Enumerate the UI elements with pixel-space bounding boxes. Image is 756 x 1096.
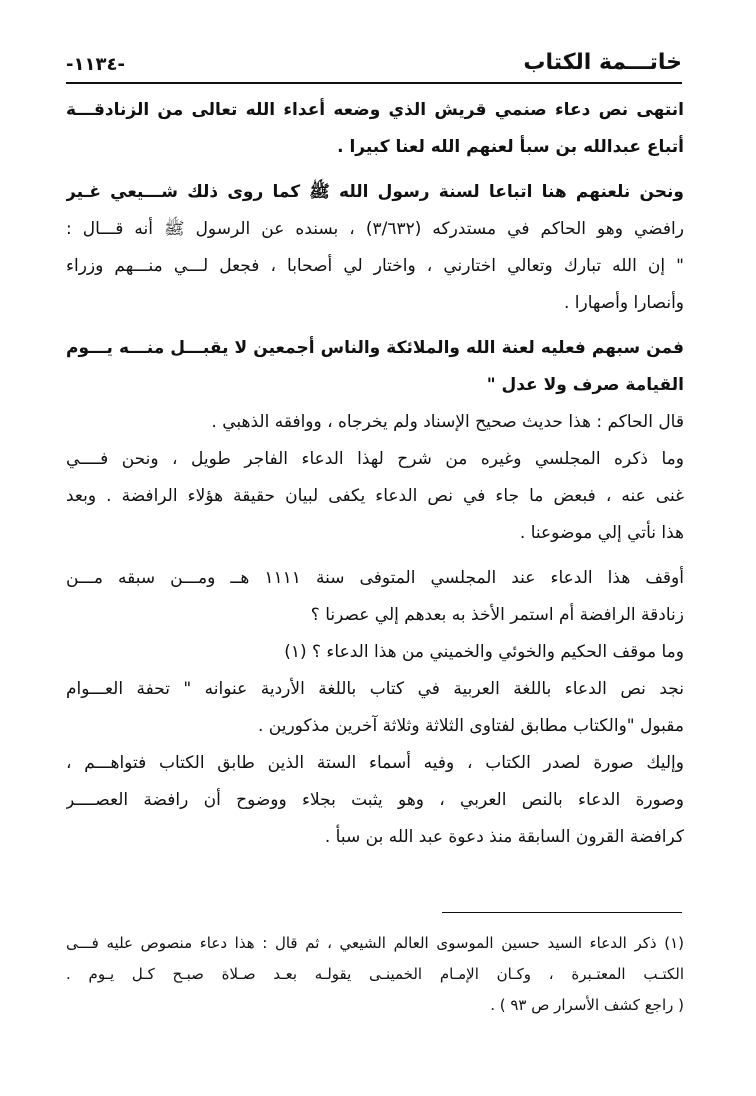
text-line: ونحن نلعنهم هنا اتباعا لسنة رسول الله ﷺ كما روى ذلك شـــيعي غـير [66, 182, 684, 202]
text-line: وأنصارا وأصهارا . [563, 293, 684, 313]
paragraph-gap [66, 552, 684, 560]
text-line: رافضي وهو الحاكم في مستدركه (٣/٦٣٢) ، بسنده عن الرسول ﷺ أنه قـــال : [66, 219, 684, 239]
text-line: وصورة الدعاء بالنص العربي ، وهو يثبت بجلاء ووضوح أن رافضة العصــــر [66, 790, 684, 810]
footnote-separator [442, 912, 682, 913]
footnote-line: ( راجع كشف الأسرار ص ٩٣ ) . [490, 996, 684, 1014]
paragraph-gap [66, 166, 684, 174]
body-text [66, 92, 684, 856]
text-line: كرافضة القرون السابقة منذ دعوة عبد الله بن سبأ . [324, 827, 684, 847]
footnote-line: الكتـب المعتـبرة ، وكـان الإمـام الخمينـى يقولـه بعـد صـلاة صبـح كـل يـوم . [66, 965, 684, 983]
page-header [66, 50, 682, 80]
footnote-line: (١) ذكر الدعاء السيد حسين الموسوى العالم الشيعي ، ثم قال : هذا دعاء منصوص عليه فـــى [66, 934, 684, 952]
text-line: أتباع عبدالله بن سبأ لعنهم الله لعنا كبيرا . [337, 137, 684, 157]
text-line: غنى عنه ، فبعض ما جاء في نص الدعاء يكفى لبيان حقيقة هؤلاء الرافضة . وبعد [66, 486, 684, 506]
text-line: انتهى نص دعاء صنمي قريش الذي وضعه أعداء الله تعالى من الزنادقـــة [66, 100, 684, 120]
paragraph-gap [66, 322, 684, 330]
text-line: وما ذكره المجلسي وغيره من شرح لهذا الدعاء الفاجر طويل ، ونحن فــــي [66, 449, 684, 469]
text-line: " إن الله تبارك وتعالي اختارني ، واختار لي أصحابا ، فجعل لـــي منـــهم وزراء [66, 256, 684, 276]
page-number: -١١٣٤- [66, 54, 125, 75]
text-line: نجد نص الدعاء باللغة العربية في كتاب باللغة الأردية عنوانه " تحفة العـــوام [66, 679, 684, 699]
text-line: مقبول "والكتاب مطابق لفتاوى الثلاثة وثلاثة آخرين مذكورين . [257, 716, 684, 736]
text-line: فمن سبهم فعليه لعنة الله والملائكة والناس أجمعين لا يقبـــل منـــه يـــوم [66, 338, 684, 358]
chapter-title: خاتـــمة الكتاب [523, 50, 682, 75]
text-line: قال الحاكم : هذا حديث صحيح الإسناد ولم يخرجاه ، ووافقه الذهبي . [211, 412, 684, 432]
header-rule [66, 82, 682, 84]
text-line: وما موقف الحكيم والخوئي والخميني من هذا الدعاء ؟ (١) [284, 642, 684, 662]
text-line: أوقف هذا الدعاء عند المجلسي المتوفى سنة ١١١١ هــ ومـــن سبقه مـــن [66, 568, 684, 588]
text-line: هذا نأتي إلي موضوعنا . [519, 523, 684, 543]
text-line: زنادقة الرافضة أم استمر الأخذ به بعدهم إلي عصرنا ؟ [310, 605, 684, 625]
text-line: وإليك صورة لصدر الكتاب ، وفيه أسماء الستة الذين طابق الكتاب فتواهـــم ، [66, 753, 684, 773]
text-line: القيامة صرف ولا عدل " [486, 375, 684, 395]
footnote [66, 928, 684, 1021]
